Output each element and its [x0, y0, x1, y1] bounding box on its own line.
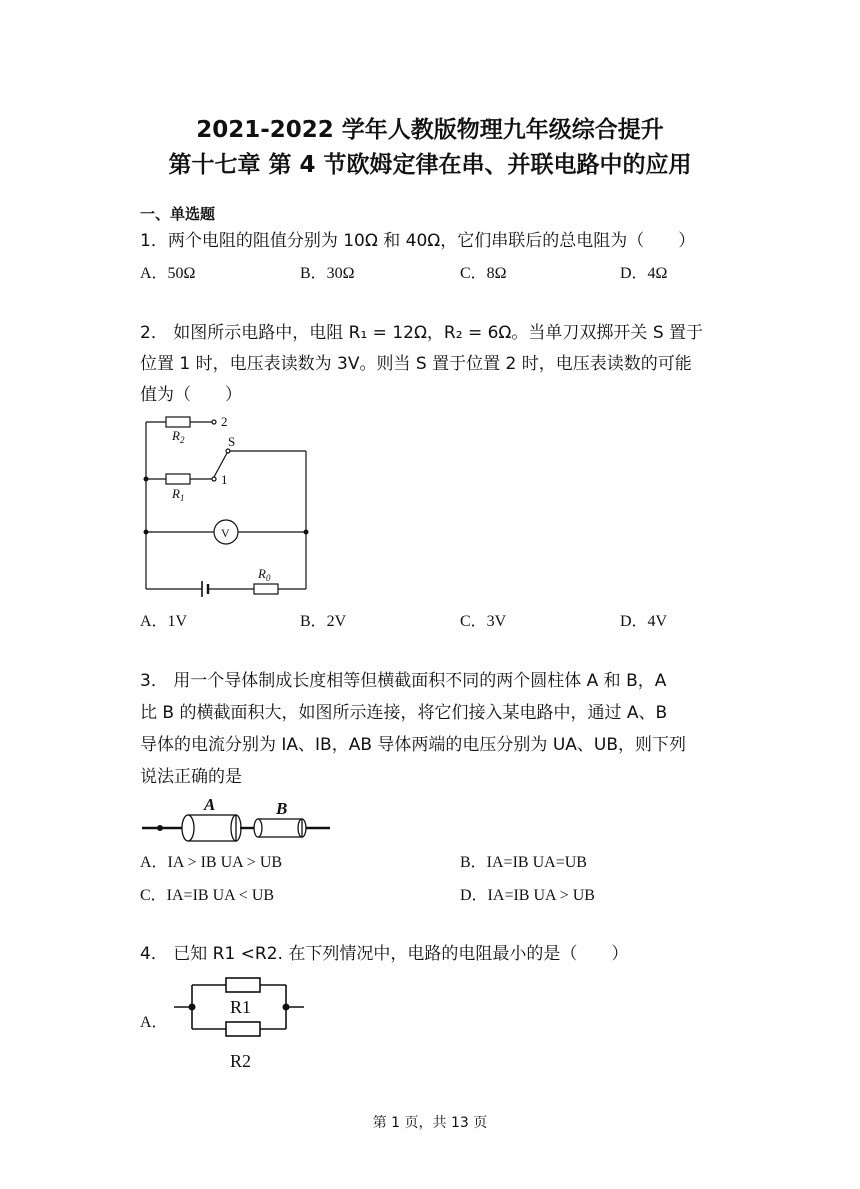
voltmeter-label: V	[221, 526, 230, 540]
r0-subscript: 0	[265, 573, 271, 583]
question-text: ． 已知 R1 <R2. 在下列情况中，电路的电阻最小的是（ ）	[150, 944, 629, 964]
q1-option-a: A．50Ω	[140, 265, 196, 282]
question-text: ．两个电阻的阻值分别为 10Ω 和 40Ω，它们串联后的总电阻为（ ）	[150, 231, 696, 251]
q2-circuit-diagram	[140, 408, 320, 608]
q3-conductor-diagram	[140, 790, 335, 845]
svg-text:R1	[171, 486, 184, 503]
position-1-label: 1	[221, 472, 228, 487]
r0-label: R	[258, 566, 266, 581]
q4-option-a: A．	[140, 1014, 168, 1031]
question-1	[140, 228, 695, 254]
q4-parallel-circuit	[170, 975, 310, 1075]
question-text: ． 用一个导体制成长度相等但横截面积不同的两个圆柱体 A 和 B，A	[150, 671, 667, 691]
document-title-line2: 第十七章 第 4 节欧姆定律在串、并联电路中的应用	[168, 152, 692, 178]
q3-option-d: D．IA=IB UA > UB	[460, 887, 595, 904]
q1-option-c: C．8Ω	[460, 265, 507, 282]
q2-option-c: C．3V	[460, 613, 507, 630]
q3-option-a: A．IA > IB UA > UB	[140, 854, 283, 871]
cylinder-a-label: A	[204, 795, 216, 814]
question-2-line3: 值为（ ）	[140, 385, 242, 405]
r2-label: R2	[230, 1051, 252, 1071]
r1-label: R1	[230, 997, 252, 1017]
document-title-line1: 2021-2022 学年人教版物理九年级综合提升	[196, 117, 664, 143]
question-number: 4	[140, 944, 151, 964]
cylinder-b-label: B	[276, 799, 288, 818]
q1-option-d: D．4Ω	[620, 265, 668, 282]
question-number: 2	[140, 323, 151, 343]
q3-option-b: B．IA=IB UA=UB	[460, 854, 587, 871]
svg-text:R0	[257, 566, 271, 583]
section-heading: 一、单选题	[140, 205, 216, 223]
position-2-label: 2	[221, 414, 228, 429]
q2-option-d: D．4V	[620, 613, 668, 630]
question-text: ． 如图所示电路中，电阻 R₁ = 12Ω，R₂ = 6Ω。当单刀双掷开关 S 置于	[150, 323, 704, 343]
question-3-line1	[140, 668, 666, 694]
r1-subscript: 1	[179, 493, 185, 503]
question-3-line3: 导体的电流分别为 IA、IB，AB 导体两端的电压分别为 UA、UB，则下列	[140, 735, 686, 755]
q3-option-c: C．IA=IB UA < UB	[140, 887, 275, 904]
r2-subscript: 2	[179, 435, 185, 445]
r1-label: R	[172, 486, 180, 501]
question-2-line1	[140, 320, 703, 346]
q1-option-b: B．30Ω	[300, 265, 355, 282]
question-number: 3	[140, 671, 151, 691]
question-3-line2: 比 B 的横截面积大，如图所示连接，将它们接入某电路中，通过 A、B	[140, 703, 668, 723]
r2-label: R	[172, 428, 180, 443]
switch-label: S	[228, 434, 236, 449]
q2-option-b: B．2V	[300, 613, 347, 630]
question-number: 1	[140, 231, 151, 251]
question-3-line4: 说法正确的是	[140, 767, 242, 787]
question-4	[140, 941, 628, 967]
question-2-line2: 位置 1 时，电压表读数为 3V。则当 S 置于位置 2 时，电压表读数的可能	[140, 354, 692, 374]
svg-text:R2	[171, 428, 185, 445]
page-footer: 第 1 页，共 13 页	[372, 1115, 488, 1131]
q2-option-a: A．1V	[140, 613, 188, 630]
